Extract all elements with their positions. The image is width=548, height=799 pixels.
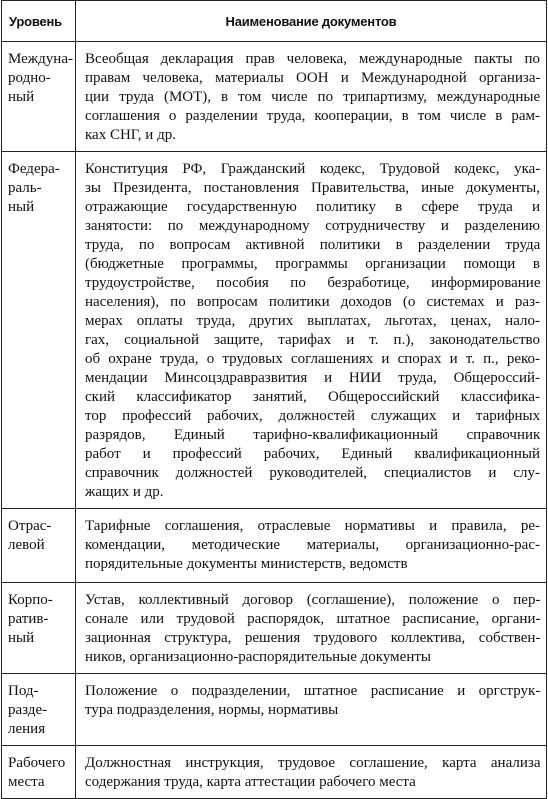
level-cell <box>2 152 76 509</box>
document-text-line: ции труда (МОТ), в том числе по трипартизму, международные <box>85 89 540 105</box>
level-cell <box>2 509 76 583</box>
document-text-line: об охране труда, о трудовых соглашениях и спорах и т. п., реко- <box>85 351 540 367</box>
document-text-line: сонале или трудовой распорядок, штатное расписание, органи- <box>85 611 540 627</box>
documents-cell <box>76 746 547 799</box>
document-text-line: (бюджетные программы, программы организации помощи в <box>85 256 540 272</box>
level-text-line: Корпо- <box>8 592 53 608</box>
table-header-row <box>2 1 547 42</box>
level-text-line: Федера- <box>8 161 60 177</box>
documents-cell <box>76 674 547 746</box>
document-text-line: Всеобщая декларация прав человека, международные пакты по <box>85 51 540 67</box>
level-cell <box>2 746 76 799</box>
level-text-line: левой <box>8 537 45 553</box>
level-text-line: ный <box>8 630 35 646</box>
document-text-line: комендации, методические материалы, организационно-рас- <box>85 537 540 553</box>
level-cell <box>2 583 76 674</box>
document-text-line: справочник должностей руководителей, специалистов и слу- <box>85 465 540 481</box>
table-row <box>2 42 547 152</box>
table-row <box>2 746 547 799</box>
document-text-line: жащих и др. <box>85 484 164 500</box>
document-text-line: тура подразделения, нормы, нормативы <box>85 702 339 718</box>
level-text-line: Междуна- <box>8 51 73 67</box>
table-row <box>2 674 547 746</box>
level-text-line: родно- <box>8 70 51 86</box>
table-body <box>2 42 547 799</box>
header-level: Уровень <box>2 1 76 42</box>
documents-cell <box>76 583 547 674</box>
table-row <box>2 583 547 674</box>
level-text-line: ления <box>8 721 46 737</box>
document-text-line: содержания труда, карта аттестации рабочего места <box>85 774 416 790</box>
level-text-line: ный <box>8 199 35 215</box>
header-documents: Наименование документов <box>76 1 547 42</box>
document-text-line: отражающие государственную политику в сфере труда и <box>85 199 540 215</box>
level-cell <box>2 42 76 152</box>
document-text-line: мерах оплаты труда, других выплатах, льготах, ценах, нало- <box>85 313 540 329</box>
document-text-line: труда, по вопросам активной политики в разделении труда <box>85 237 540 253</box>
documents-cell <box>76 509 547 583</box>
level-text-line: Под- <box>8 683 39 699</box>
document-text-line: зационная структура, решения трудового коллектива, собствен- <box>85 630 540 646</box>
document-text-line: занятости: по международному сотрудничеству и разделению <box>85 218 540 234</box>
document-text-line: зы Президента, постановления Правительства, иные документы, <box>85 180 540 196</box>
document-text-line: Устав, коллективный договор (соглашение), положение о пер- <box>85 592 540 608</box>
table-row <box>2 509 547 583</box>
document-text-line: населения), по вопросам политики доходов (о системах и раз- <box>85 294 540 310</box>
document-text-line: разрядов, Единый тарифно-квалификационный справочник <box>85 427 540 443</box>
document-text-line: правам человека, материалы ООН и Международной организа- <box>85 70 540 86</box>
level-text-line: Отрас- <box>8 518 52 534</box>
level-text-line: разде- <box>8 702 48 718</box>
document-text-line: мендации Минсоцздравразвития и НИИ труда, Общероссий- <box>85 370 540 386</box>
document-text-line: ках СНГ, и др. <box>85 127 176 143</box>
document-text-line: Тарифные соглашения, отраслевые нормативы и правила, ре- <box>85 518 540 534</box>
level-text-line: места <box>8 774 45 790</box>
documents-cell <box>76 42 547 152</box>
document-text-line: ников, организационно-распорядительные документы <box>85 649 431 665</box>
document-text-line: тор профессий рабочих, должностей служащих и тарифных <box>85 408 540 424</box>
documents-table <box>1 0 547 799</box>
document-text-line: трудоустройстве, пособия по безработице, информирование <box>85 275 540 291</box>
document-text-line: работ и профессий рабочих, Единый квалификационный <box>85 446 540 462</box>
table-row <box>2 152 547 509</box>
document-text-line: соглашения о разделении труда, кооперации, в том числе в рам- <box>85 108 540 124</box>
documents-cell <box>76 152 547 509</box>
document-text-line: порядительные документы министерств, ведомств <box>85 556 408 572</box>
level-text-line: Рабочего <box>8 755 66 771</box>
level-text-line: ный <box>8 89 35 105</box>
level-cell <box>2 674 76 746</box>
document-text-line: Конституция РФ, Гражданский кодекс, Трудовой кодекс, ука- <box>85 161 540 177</box>
document-text-line: Положение о подразделении, штатное расписание и оргструк- <box>85 683 540 699</box>
document-text-line: ский классификатор занятий, Общероссийский классифика- <box>85 389 540 405</box>
level-text-line: раль- <box>8 180 42 196</box>
document-text-line: гах, социальной защите, тарифах и т. п.), законодательство <box>85 332 540 348</box>
document-text-line: Должностная инструкция, трудовое соглашение, карта анализа <box>85 755 540 771</box>
level-text-line: ратив- <box>8 611 49 627</box>
